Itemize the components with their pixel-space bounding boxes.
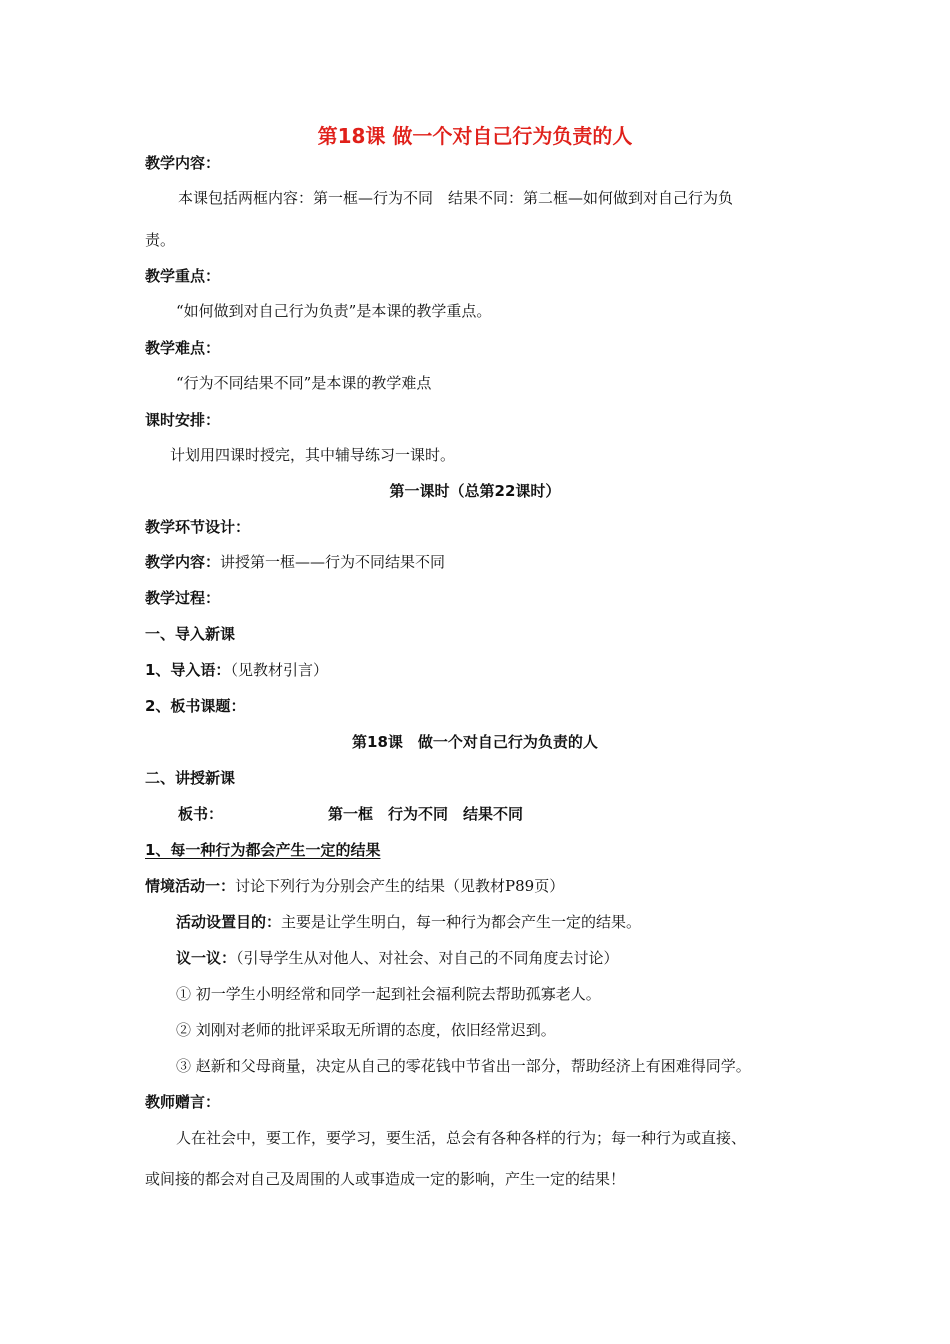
teaching-content-text-2: 责。 xyxy=(145,231,176,249)
schedule-label: 课时安排： xyxy=(145,411,221,429)
board-line xyxy=(178,804,523,824)
content-line xyxy=(145,552,445,572)
discuss-line xyxy=(176,948,619,968)
discuss-label: 议一议： xyxy=(176,949,237,967)
teacher-gift-text-2: 或间接的都会对自己及周围的人或事造成一定的影响，产生一定的结果！ xyxy=(145,1170,626,1188)
case-1: ① 初一学生小明经常和同学一起到社会福利院去帮助孤寡老人。 xyxy=(176,985,601,1003)
case-3: ③ 赵新和父母商量，决定从自己的零花钱中节省出一部分，帮助经济上有困难得同学。 xyxy=(176,1057,751,1075)
period-heading: 第一课时（总第22课时） xyxy=(389,482,561,500)
teacher-gift-label: 教师赠言： xyxy=(145,1093,221,1111)
step1-1-text: （见教材引言） xyxy=(230,661,328,679)
activity-line xyxy=(145,876,564,896)
activity-text: 讨论下列行为分别会产生的结果（见教材P89页） xyxy=(235,877,565,895)
difficulty-text: “行为不同结果不同”是本课的教学难点 xyxy=(176,374,432,392)
board-title: 第18课 做一个对自己行为负责的人 xyxy=(352,733,598,751)
step1-2-label: 2、板书课题： xyxy=(145,697,246,715)
step1-1-line xyxy=(145,660,328,680)
step1-1-label: 1、导入语： xyxy=(145,661,231,679)
case-2: ② 刘刚对老师的批评采取无所谓的态度，依旧经常迟到。 xyxy=(176,1021,556,1039)
design-label: 教学环节设计： xyxy=(145,518,251,536)
goal-label: 活动设置目的： xyxy=(176,913,282,931)
key-point-text: “如何做到对自己行为负责”是本课的教学重点。 xyxy=(176,302,492,320)
key-point-label: 教学重点： xyxy=(145,267,221,285)
lesson-title: 第18课 做一个对自己行为负责的人 xyxy=(317,124,633,148)
discuss-text: （引导学生从对他人、对社会、对自己的不同角度去讨论） xyxy=(236,949,619,967)
content-label: 教学内容： xyxy=(145,553,221,571)
point1-heading: 1、每一种行为都会产生一定的结果 xyxy=(145,841,381,859)
board-label: 板书： xyxy=(178,805,224,823)
teaching-content-label: 教学内容： xyxy=(145,154,221,172)
schedule-text: 计划用四课时授完，其中辅导练习一课时。 xyxy=(170,446,456,464)
teaching-content-text-1: 本课包括两框内容：第一框—行为不同 结果不同：第二框—如何做到对自己行为负 xyxy=(178,189,734,207)
activity-label: 情境活动一： xyxy=(145,877,236,895)
teacher-gift-text-1: 人在社会中，要工作，要学习，要生活，总会有各种各样的行为；每一种行为或直接、 xyxy=(176,1129,747,1147)
goal-line xyxy=(176,912,641,932)
difficulty-label: 教学难点： xyxy=(145,339,221,357)
goal-text: 主要是让学生明白，每一种行为都会产生一定的结果。 xyxy=(281,913,642,931)
process-label: 教学过程： xyxy=(145,589,221,607)
board-frame: 第一框 行为不同 结果不同 xyxy=(328,805,524,823)
step1-heading: 一、导入新课 xyxy=(145,625,236,643)
step2-heading: 二、讲授新课 xyxy=(145,769,236,787)
content-text: 讲授第一框——行为不同结果不同 xyxy=(220,553,446,571)
